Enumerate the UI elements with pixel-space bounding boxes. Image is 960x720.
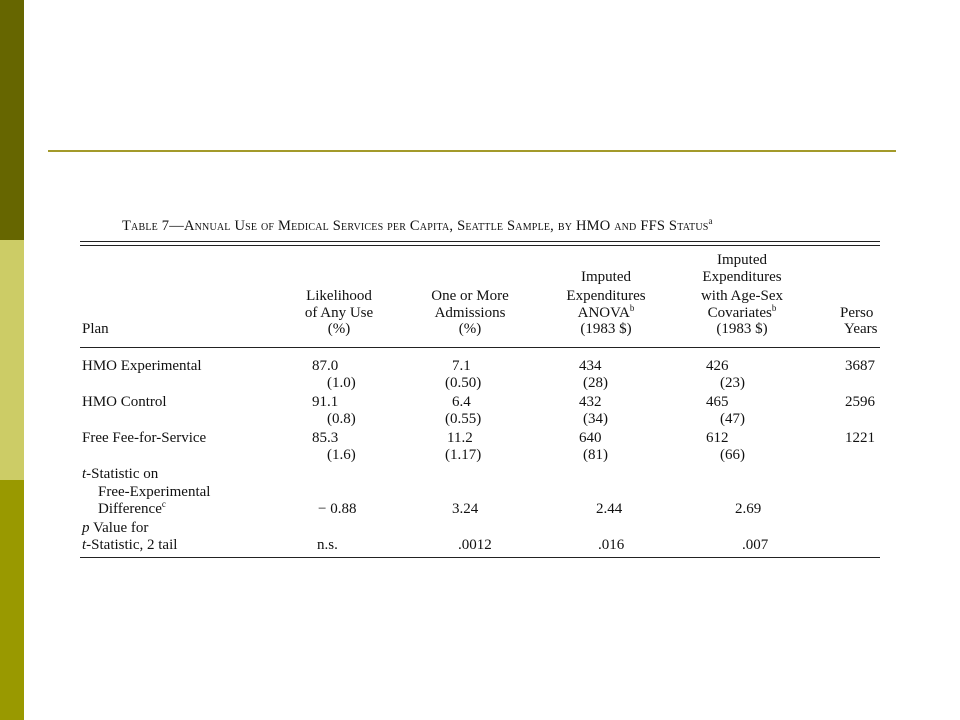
- header-col3-line4: (1983 $): [580, 321, 632, 337]
- header-col2-line3: (%): [458, 321, 482, 337]
- cell: 612: [706, 430, 729, 446]
- cell: .0012: [458, 537, 492, 553]
- table-title: [122, 216, 713, 235]
- header-col2-line1: One or More: [431, 288, 509, 304]
- tstat-label-line1: t-Statistic on: [82, 466, 159, 482]
- cell: − 0.88: [318, 501, 357, 517]
- header-col4-line3: with Age-Sex: [700, 288, 784, 304]
- cell-se: (0.50): [445, 375, 482, 391]
- cell-se: (34): [583, 411, 608, 427]
- cell-se: (1.0): [327, 375, 356, 391]
- table-title-text: Annual Use of Medical Services per Capita, Seattle Sample, by: [183, 217, 576, 234]
- cell-se: (47): [720, 411, 745, 427]
- cell: 11.2: [447, 430, 473, 446]
- cell: 2.44: [596, 501, 623, 517]
- header-col1-line3: (%): [327, 321, 351, 337]
- row-label-hmo-control: HMO Control: [82, 394, 167, 410]
- cell: 1221: [845, 430, 875, 446]
- cell-se: (1.17): [445, 447, 482, 463]
- table-title-and: and: [610, 217, 641, 234]
- table-title-status: Status: [665, 217, 709, 234]
- table-title-hmo: HMO: [575, 217, 611, 234]
- header-col1-line1: Likelihood: [306, 288, 372, 304]
- header-col4-line2: Expenditures: [702, 269, 782, 285]
- header-plan: Plan: [82, 321, 109, 337]
- pvalue-label-line2: t-Statistic, 2 tail: [82, 537, 178, 553]
- sidebar-stripe-mid: [0, 480, 24, 720]
- sidebar-stripe-dark: [0, 0, 24, 240]
- tstat-label-line2: Free-Experimental: [98, 484, 211, 500]
- header-col4-line1: Imputed: [717, 252, 767, 268]
- cell-se: (1.6): [327, 447, 356, 463]
- header-col3-line2: Expenditures: [566, 288, 646, 304]
- cell: 434: [579, 358, 602, 374]
- cell-se: (81): [583, 447, 608, 463]
- header-rule: [80, 347, 880, 348]
- cell: 2596: [845, 394, 875, 410]
- cell-se: (66): [720, 447, 745, 463]
- cell: 6.4: [452, 394, 471, 410]
- cell: 465: [706, 394, 729, 410]
- sidebar-stripe-light: [0, 240, 24, 480]
- row-label-hmo-experimental: HMO Experimental: [82, 358, 202, 374]
- row-label-free-ffs: Free Fee-for-Service: [82, 430, 207, 446]
- header-col2-line2: Admissions: [434, 305, 506, 321]
- cell-se: (23): [720, 375, 745, 391]
- cell: 426: [706, 358, 729, 374]
- table-title-note: a: [708, 216, 713, 226]
- pvalue-label-line1: p Value for: [82, 520, 149, 536]
- table-title-prefix: Table 7—: [122, 217, 184, 234]
- cell: 87.0: [312, 358, 339, 374]
- cell: 85.3: [312, 430, 339, 446]
- cell: n.s.: [317, 537, 338, 553]
- header-col3-line3: ANOVA$^b$: [577, 303, 635, 321]
- cell: 640: [579, 430, 602, 446]
- cell-se: (0.55): [445, 411, 482, 427]
- header-col4-line4: Covariates$^b$: [707, 303, 777, 321]
- header-col5-line1: Perso: [840, 305, 874, 321]
- cell: .007: [742, 537, 769, 553]
- table-title-ffs: FFS: [640, 217, 666, 234]
- top-rule-2: [80, 245, 880, 246]
- header-col1-line2: of Any Use: [304, 305, 374, 321]
- cell: .016: [598, 537, 625, 553]
- header-col3-line1: Imputed: [581, 269, 631, 285]
- top-rule-1: [80, 241, 880, 242]
- cell: 91.1: [312, 394, 339, 410]
- header-col4-line5: (1983 $): [716, 321, 768, 337]
- bottom-rule: [80, 557, 880, 558]
- cell: 432: [579, 394, 602, 410]
- tstat-label-line3: Difference$^c$: [98, 499, 166, 517]
- slide-title-divider: [48, 150, 896, 152]
- cell: 7.1: [452, 358, 471, 374]
- cell-se: (0.8): [327, 411, 356, 427]
- cell: 3687: [845, 358, 875, 374]
- header-col5-line2: Years: [844, 321, 878, 337]
- cell-se: (28): [583, 375, 608, 391]
- cell: 3.24: [452, 501, 479, 517]
- cell: 2.69: [735, 501, 762, 517]
